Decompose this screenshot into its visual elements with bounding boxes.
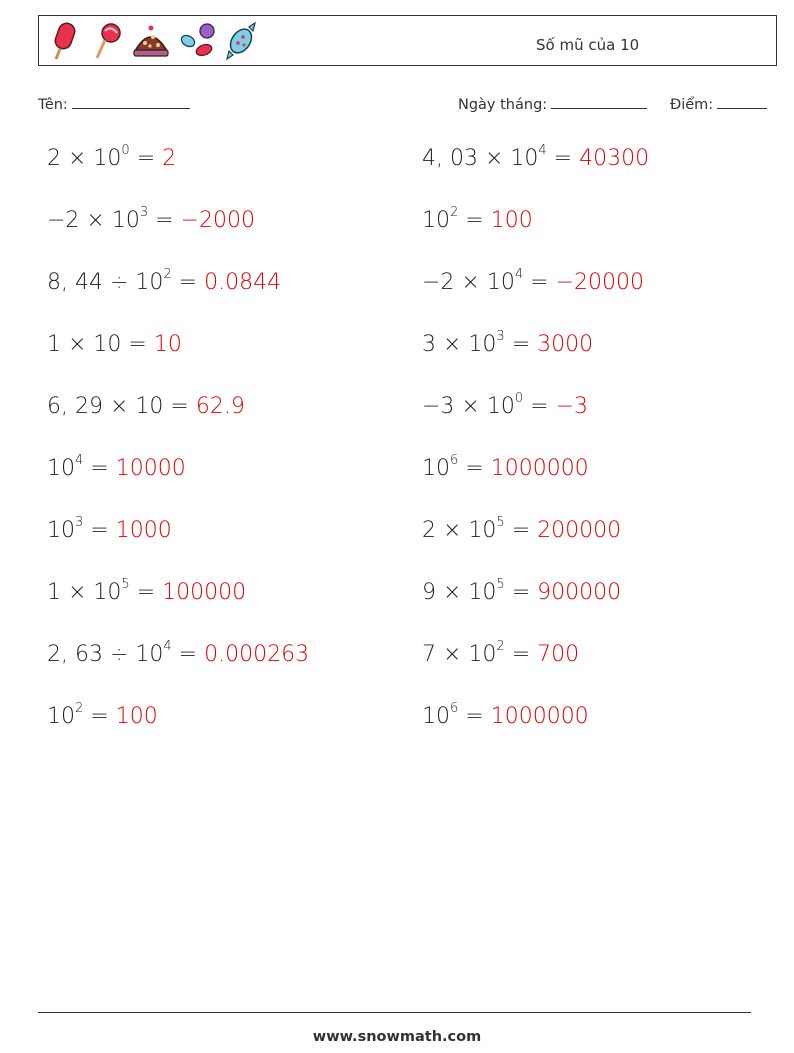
problem-answer: 700 [537,642,580,667]
name-field [38,94,190,113]
problem-item [422,142,650,171]
problem-answer: 0.0844 [204,270,282,295]
problem-expression: 10 [422,456,450,481]
problem-expression: 10 [47,518,75,543]
footer-url: www.snowmath.com [312,1029,482,1045]
problem-expression: 10 [47,456,75,481]
problem-item [422,266,644,295]
problem-item [422,700,589,729]
problem-answer: 10000 [115,456,186,481]
problem-expression: 9 × 10 [422,580,497,605]
problem-answer: 62.9 [195,394,245,419]
problem-exponent: 2 [163,266,172,282]
equals-sign: = [523,394,556,419]
problem-exponent: 5 [496,514,505,530]
equals-sign: = [83,456,116,481]
problem-exponent: 0 [514,390,524,406]
problem-answer: 100 [490,208,533,233]
date-field [458,94,647,113]
equals-sign: = [546,146,580,171]
problem-item [47,452,186,481]
equals-sign: = [83,704,116,729]
problem-exponent: 2 [496,638,505,654]
problem-expression: 8, 44 ÷ 10 [47,270,164,295]
problem-exponent: 0 [121,142,130,158]
equals-sign: = [504,332,538,357]
equals-sign: = [83,518,116,543]
problem-item [422,576,622,605]
problem-item [422,452,589,481]
problem-expression: 10 [422,208,450,233]
equals-sign: = [458,704,491,729]
problem-answer: 900000 [537,580,622,605]
problem-exponent: 6 [450,700,459,716]
problem-item [47,638,310,667]
problem-exponent: 4 [163,638,172,654]
equals-sign: = [458,456,491,481]
problem-exponent: 4 [75,452,84,468]
score-blank[interactable] [717,94,767,109]
problem-expression: 1 × 10 [47,580,122,605]
problem-exponent: 3 [496,328,505,344]
date-label: Ngày tháng: [458,97,548,113]
equals-sign: = [523,270,556,295]
problem-expression: 6, 29 × 10 [47,394,164,419]
problem-item [47,700,158,729]
problem-item [422,638,580,667]
equals-sign: = [163,394,196,419]
equals-sign: = [458,208,491,233]
problem-expression: −2 × 10 [47,208,140,233]
problem-expression: −3 × 10 [422,394,515,419]
footer-divider [38,1012,751,1013]
problem-answer: 200000 [537,518,622,543]
candies-icon [177,21,217,61]
date-blank[interactable] [551,94,647,109]
problem-answer: 2 [162,146,177,171]
problem-answer: 1000 [115,518,172,543]
problem-item [47,332,182,357]
problem-expression: 3 × 10 [422,332,497,357]
problem-exponent: 2 [450,204,459,220]
name-blank[interactable] [72,94,190,109]
wrapped-candy-icon [223,21,259,61]
problem-expression: 2, 63 ÷ 10 [47,642,164,667]
problem-answer: 1000000 [490,704,589,729]
problem-answer: −2000 [180,208,255,233]
problem-answer: 100 [115,704,158,729]
problem-expression: 10 [47,704,75,729]
equals-sign: = [148,208,181,233]
problem-exponent: 6 [450,452,459,468]
header-box [38,15,777,66]
problem-exponent: 5 [496,576,505,592]
name-label: Tên: [38,97,68,113]
problem-item [47,514,172,543]
problem-answer: 40300 [579,146,650,171]
problem-expression: 2 × 10 [422,518,497,543]
problem-exponent: 3 [75,514,84,530]
problem-item [47,394,245,419]
problem-item [47,576,247,605]
problem-exponent: 5 [121,576,130,592]
page-title: Số mũ của 10 [536,36,640,54]
cake-icon [131,21,171,61]
problem-item [47,142,177,171]
problem-expression: −2 × 10 [422,270,515,295]
problem-item [422,204,533,233]
problem-answer: 1000000 [490,456,589,481]
problem-expression: 7 × 10 [422,642,497,667]
problem-item [422,328,594,357]
problem-expression: 1 × 10 [47,332,122,357]
icon-strip [47,20,259,62]
problem-answer: −20000 [555,270,644,295]
problem-expression: 4, 03 × 10 [422,146,539,171]
problem-exponent: 4 [538,142,547,158]
problem-answer: 3000 [537,332,594,357]
popsicle-icon [47,21,83,61]
problem-expression: 2 × 10 [47,146,122,171]
score-label: Điểm: [670,97,714,113]
equals-sign: = [121,332,154,357]
problem-exponent: 4 [514,266,524,282]
problem-item [47,266,282,295]
equals-sign: = [129,146,163,171]
problem-item [422,514,622,543]
problem-answer: 0.000263 [204,642,310,667]
lollipop-icon [89,21,125,61]
equals-sign: = [504,642,538,667]
problem-answer: 100000 [162,580,247,605]
score-field [670,94,767,113]
problem-exponent: 3 [139,204,149,220]
problem-exponent: 2 [75,700,84,716]
problem-item [47,204,255,233]
problem-answer: −3 [555,394,588,419]
problem-expression: 10 [422,704,450,729]
equals-sign: = [129,580,163,605]
problem-answer: 10 [153,332,182,357]
equals-sign: = [171,642,205,667]
equals-sign: = [171,270,205,295]
equals-sign: = [504,518,538,543]
equals-sign: = [504,580,538,605]
problem-item [422,390,588,419]
